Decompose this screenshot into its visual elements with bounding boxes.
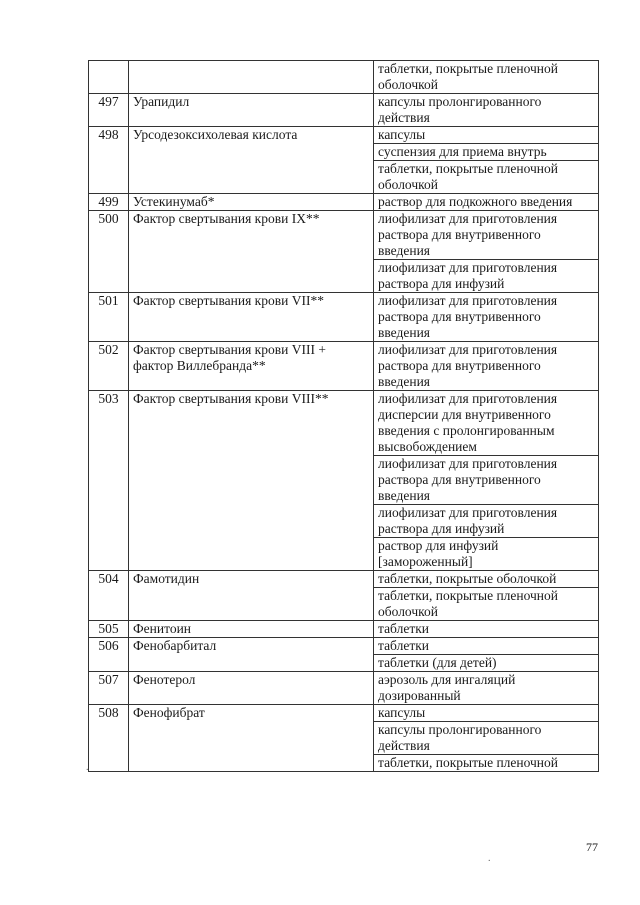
dosage-form: лиофилизат для приготовления раствора для инфузий [374,260,599,293]
dosage-form: лиофилизат для приготовления раствора для внутривенного введения [374,342,599,391]
drug-name: Фактор свертывания крови IX** [129,211,374,293]
dosage-form: раствор для подкожного введения [374,194,599,211]
row-number: 501 [89,293,129,342]
dosage-form: таблетки [374,638,599,655]
table-row [89,621,599,638]
dosage-form: таблетки, покрытые пленочной оболочкой [374,161,599,194]
drug-name: Фактор свертывания крови VIII + фактор Виллебранда** [129,342,374,391]
dosage-form: капсулы пролонгированного действия [374,722,599,755]
row-number: 508 [89,705,129,772]
dosage-form: таблетки (для детей) [374,655,599,672]
dosage-form: лиофилизат для приготовления раствора для внутривенного введения [374,293,599,342]
row-number: 506 [89,638,129,672]
table-row [89,638,599,655]
drug-table [88,60,599,772]
dosage-form: аэрозоль для ингаляций дозированный [374,672,599,705]
table-row [89,127,599,144]
dosage-form: таблетки, покрытые пленочной [374,755,599,772]
table-row [89,194,599,211]
dosage-form: раствор для инфузий [замороженный] [374,538,599,571]
scan-speck-left: . [86,762,89,773]
table-row [89,672,599,705]
row-number: 498 [89,127,129,194]
dosage-form: лиофилизат для приготовления дисперсии для внутривенного введения с пролонгированным высвобождением [374,391,599,456]
dosage-form: суспензия для приема внутрь [374,144,599,161]
dosage-form: таблетки, покрытые оболочкой [374,571,599,588]
dosage-form: лиофилизат для приготовления раствора для инфузий [374,505,599,538]
drug-name [129,61,374,94]
dosage-form: таблетки [374,621,599,638]
drug-name: Фактор свертывания крови VII** [129,293,374,342]
drug-name: Фенотерол [129,672,374,705]
drug-name: Фенофибрат [129,705,374,772]
dosage-form: капсулы [374,127,599,144]
drug-name: Фамотидин [129,571,374,621]
table-row [89,571,599,588]
drug-name: Урсодезоксихолевая кислота [129,127,374,194]
dosage-form: таблетки, покрытые пленочной оболочкой [374,588,599,621]
row-number: 500 [89,211,129,293]
row-number: 502 [89,342,129,391]
dosage-form: капсулы пролонгированного действия [374,94,599,127]
dosage-form: лиофилизат для приготовления раствора для внутривенного введения [374,456,599,505]
row-number: 507 [89,672,129,705]
drug-table-body [89,61,599,772]
row-number: 497 [89,94,129,127]
row-number: 503 [89,391,129,571]
dosage-form: капсулы [374,705,599,722]
table-row [89,94,599,127]
table-row [89,705,599,722]
table-row [89,391,599,456]
page-number: 77 [586,840,598,854]
row-number: 505 [89,621,129,638]
table-row [89,293,599,342]
drug-name: Устекинумаб* [129,194,374,211]
dosage-form: таблетки, покрытые пленочной оболочкой [374,61,599,94]
drug-name: Фенобарбитал [129,638,374,672]
scan-speck: . [488,853,491,864]
row-number: 504 [89,571,129,621]
drug-name: Фенитоин [129,621,374,638]
row-number: 499 [89,194,129,211]
table-row [89,61,599,94]
table-row [89,342,599,391]
row-number [89,61,129,94]
drug-name: Урапидил [129,94,374,127]
table-row [89,211,599,260]
dosage-form: лиофилизат для приготовления раствора для внутривенного введения [374,211,599,260]
drug-name: Фактор свертывания крови VIII** [129,391,374,571]
